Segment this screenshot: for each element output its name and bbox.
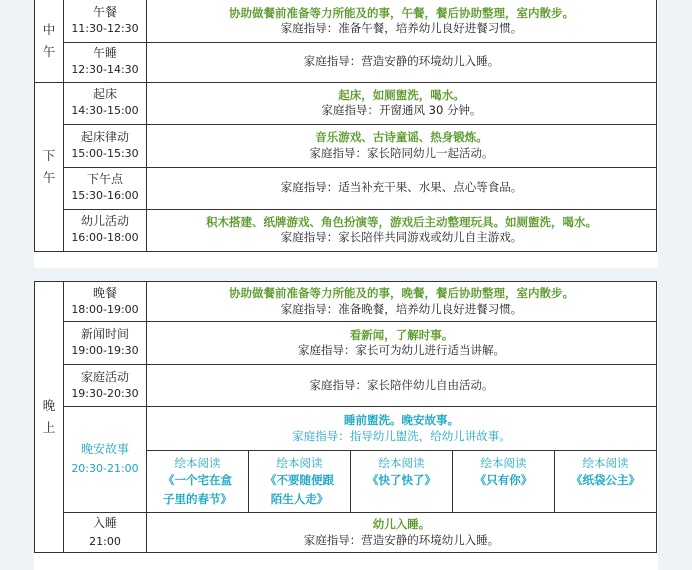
book-title: 《只有你》 [474, 473, 533, 488]
activity-time: 12:30-14:30 [71, 63, 139, 77]
schedule-table-bottom [34, 281, 657, 553]
activity-name: 午睡 [92, 46, 117, 61]
activity-time: 11:30-12:30 [71, 21, 139, 35]
activity-detail [147, 0, 657, 42]
book-title: 陌生人走》 [270, 491, 329, 506]
activity-detail [147, 209, 657, 251]
activity-name: 家庭活动 [80, 369, 129, 384]
row-sleep [35, 513, 657, 553]
activity-cell [64, 124, 147, 167]
schedule-row [35, 124, 657, 167]
activity-line: 睡前盥洗。晚安故事。 [344, 413, 459, 428]
activity-detail [147, 42, 657, 82]
guidance-line: 家庭指导：家长可为幼儿进行适当讲解。 [298, 343, 505, 357]
activity-detail [147, 124, 657, 167]
activity-detail [147, 82, 657, 124]
activity-time: 19:00-19:30 [71, 344, 139, 358]
activity-name: 午餐 [92, 5, 117, 20]
period-cell [35, 282, 64, 553]
period-cell [35, 0, 64, 82]
activity-detail [147, 365, 657, 407]
period-label: 下午 [42, 147, 56, 185]
book-cell [147, 451, 249, 513]
activity-name: 晚安故事 [80, 442, 129, 457]
schedule-sheet-bottom [34, 281, 658, 570]
activity-time: 16:00-18:00 [71, 231, 139, 245]
guidance-line: 家庭指导：指导幼儿盥洗，给幼儿讲故事。 [292, 428, 511, 443]
guidance-line: 家庭指导：家长陪同幼儿一起活动。 [309, 145, 494, 160]
activity-cell [64, 167, 147, 209]
book-title: 《快了快了》 [367, 473, 436, 488]
book-label: 绘本阅读 [480, 456, 527, 470]
schedule-sheet-top [34, 0, 658, 268]
activity-name: 幼儿活动 [80, 214, 129, 229]
activity-name: 晚餐 [92, 285, 117, 300]
activity-detail [147, 282, 657, 322]
activity-time: 20:30-21:00 [71, 462, 139, 476]
book-label: 绘本阅读 [276, 456, 323, 471]
book-title: 《纸袋公主》 [571, 473, 640, 488]
schedule-row [35, 42, 657, 82]
activity-detail [147, 322, 657, 365]
guidance-line: 家庭指导：准备午餐，培养幼儿良好进餐习惯。 [280, 20, 523, 35]
activity-time: 21:00 [89, 534, 121, 548]
period-label: 晚上 [42, 398, 56, 435]
row-family [35, 365, 657, 407]
activity-cell [64, 322, 147, 365]
activity-detail [147, 513, 657, 553]
activity-line: 音乐游戏、古诗童谣、热身锻炼。 [315, 130, 488, 145]
period-label: 中午 [42, 21, 56, 59]
activity-line: 起床，如厕盥洗，喝水。 [338, 87, 465, 102]
activity-detail [147, 167, 657, 209]
book-label: 绘本阅读 [174, 456, 221, 471]
activity-name: 入睡 [92, 515, 117, 530]
activity-time: 15:00-15:30 [71, 146, 139, 160]
book-cell [555, 451, 657, 513]
activity-line: 看新闻，了解时事。 [349, 327, 454, 342]
book-label: 绘本阅读 [378, 456, 425, 470]
period-cell [35, 82, 64, 251]
schedule-row [35, 0, 657, 42]
row-story [35, 407, 657, 451]
row-dinner [35, 282, 657, 322]
activity-cell [64, 42, 147, 82]
activity-cell [64, 82, 147, 124]
schedule-table-top [34, 0, 657, 252]
guidance-line: 家庭指导：适当补充干果、水果、点心等食品。 [280, 180, 523, 195]
book-title: 子里的春节》 [163, 491, 232, 506]
book-cell [351, 451, 453, 513]
activity-name: 起床律动 [80, 129, 129, 144]
schedule-row [35, 209, 657, 251]
book-label: 绘本阅读 [582, 456, 629, 470]
activity-detail [147, 407, 657, 451]
book-cell [249, 451, 351, 513]
guidance-line: 家庭指导：准备晚餐，培养幼儿良好进餐习惯。 [280, 301, 523, 316]
activity-cell [64, 209, 147, 251]
activity-line: 积木搭建、纸牌游戏、角色扮演等，游戏后主动整理玩具。如厕盥洗，喝水。 [206, 214, 597, 229]
activity-cell [64, 513, 147, 553]
activity-name: 新闻时间 [80, 327, 129, 342]
activity-line: 幼儿入睡。 [372, 517, 431, 532]
book-cell [453, 451, 555, 513]
activity-time: 14:30-15:00 [71, 104, 139, 118]
activity-name: 起床 [92, 87, 117, 102]
book-title: 《一个宅在盒 [163, 473, 232, 488]
guidance-line: 家庭指导：家长陪伴共同游戏或幼儿自主游戏。 [280, 230, 523, 244]
guidance-line: 家庭指导：开窗通风 30 分钟。 [321, 103, 482, 117]
activity-cell [64, 407, 147, 513]
activity-cell [64, 365, 147, 407]
activity-cell [64, 0, 147, 42]
activity-line: 协助做餐前准备等力所能及的事，晚餐，餐后协助整理，室内散步。 [229, 286, 574, 301]
schedule-row [35, 167, 657, 209]
activity-time: 19:30-20:30 [71, 386, 139, 400]
activity-cell [64, 282, 147, 322]
schedule-row [35, 82, 657, 124]
book-title: 《不要随便跟 [265, 473, 334, 488]
guidance-line: 家庭指导：营造安静的环境幼儿入睡。 [303, 532, 500, 547]
row-news [35, 322, 657, 365]
guidance-line: 家庭指导：营造安静的环境幼儿入睡。 [303, 54, 500, 69]
activity-name: 下午点 [86, 172, 123, 187]
activity-line: 协助做餐前准备等力所能及的事，午餐，餐后协助整理，室内散步。 [229, 5, 574, 20]
activity-time: 15:30-16:00 [71, 189, 139, 203]
activity-time: 18:00-19:00 [71, 302, 139, 316]
guidance-line: 家庭指导：家长陪伴幼儿自由活动。 [309, 377, 494, 392]
